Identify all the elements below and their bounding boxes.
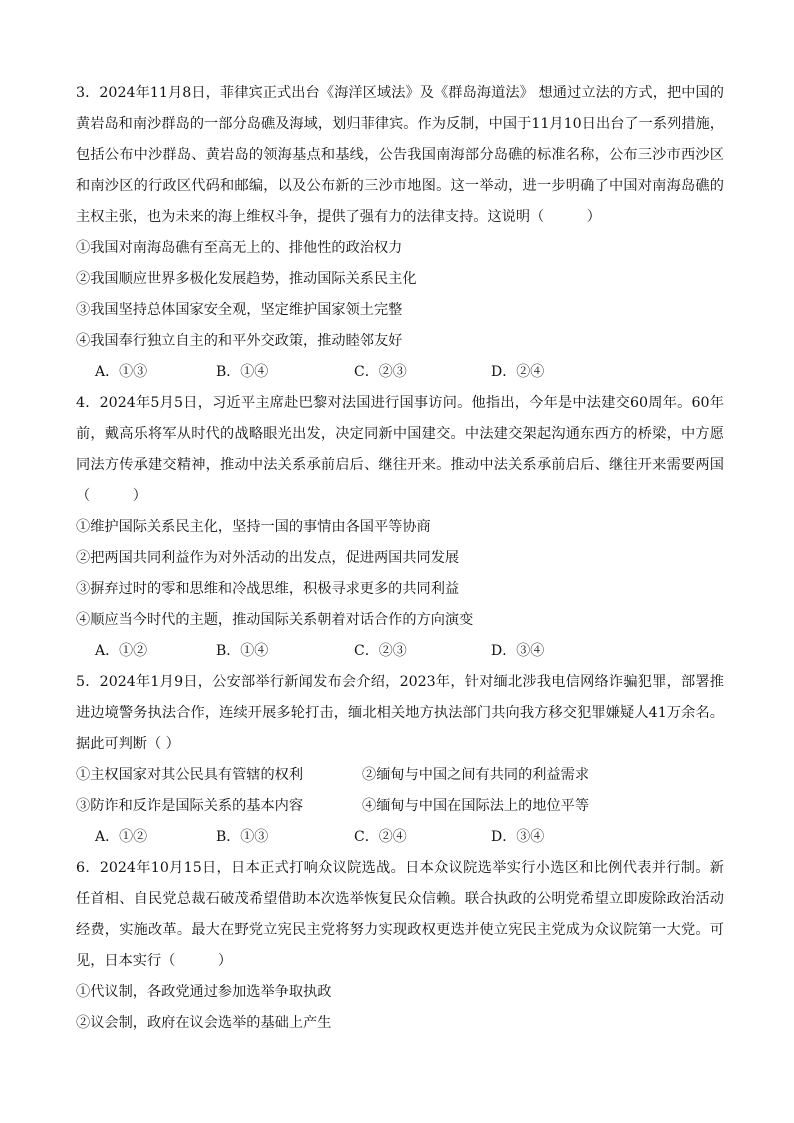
option-statement: ①主权国家对其公民具有管辖的权利 [76, 767, 304, 783]
answer-choices [76, 357, 724, 388]
option-statement: ④缅甸与中国在国际法上的地位平等 [362, 798, 590, 814]
choice-c[interactable]: C．②③ [354, 643, 407, 659]
question-stem: 4．2024年5月5日，习近平主席赴巴黎对法国进行国事访问。他指出，今年是中法建交60周年。60年前，戴高乐将军从时代的战略眼光出发，决定同新中国建交。中法建交架起沟通东西方的桥梁，中方愿同法方传承建交精神，推动中法关系承前启后、继往开来。推动中法关系承前启后、继往开来需要两国（ ） [76, 395, 724, 504]
choice-a[interactable]: A．①② [95, 829, 148, 845]
option-row [76, 760, 724, 791]
answer-choices [76, 822, 724, 853]
choice-c[interactable]: C．②③ [354, 364, 407, 380]
question-4 [76, 388, 724, 667]
option-statement: ③摒弃过时的零和思维和冷战思维，积极寻求更多的共同利益 [76, 581, 460, 597]
choice-b[interactable]: B．①④ [216, 643, 269, 659]
question-3 [76, 78, 724, 388]
answer-choices [76, 636, 724, 667]
choice-d[interactable]: D．②④ [491, 364, 545, 380]
question-stem: 3．2024年11月8日，菲律宾正式出台《海洋区域法》及《群岛海道法》 想通过立法的方式，把中国的黄岩岛和南沙群岛的一部分岛礁及海域，划归菲律宾。作为反制，中国于11月10日出台了一系列措施，包括公布中沙群岛、黄岩岛的领海基点和基线，公告我国南海部分岛礁的标准名称，公布三沙市西沙区和南沙区的行政区代码和邮编，以及公布新的三沙市地图。这一举动，进一步明确了中国对南海岛礁的主权主张，也为未来的海上维权斗争，提供了强有力的法律支持。这说明（ ） [76, 85, 724, 225]
option-statement: ①代议制，各政党通过参加选举争取执政 [76, 984, 332, 1000]
choice-c[interactable]: C．②④ [354, 829, 407, 845]
question-5 [76, 667, 724, 853]
choice-b[interactable]: B．①④ [216, 364, 269, 380]
choice-a[interactable]: A．①② [95, 643, 148, 659]
option-statement: ①我国对南海岛礁有至高无上的、排他性的政治权力 [76, 240, 403, 256]
option-statement: ③我国坚持总体国家安全观，坚定维护国家领土完整 [76, 302, 403, 318]
question-stem: 5．2024年1月9日，公安部举行新闻发布会介绍，2023年，针对缅北涉我电信网络诈骗犯罪，部署推进边境警务执法合作，连续开展多轮打击，缅北相关地方执法部门共向我方移交犯罪嫌疑人41万余名。据此可判断（ ） [76, 674, 724, 752]
option-statement: ②议会制，政府在议会选举的基础上产生 [76, 1015, 332, 1031]
choice-d[interactable]: D．③④ [491, 643, 545, 659]
choice-b[interactable]: B．①③ [216, 829, 269, 845]
option-statement: ④我国奉行独立自主的和平外交政策，推动睦邻友好 [76, 333, 403, 349]
option-statement: ④顺应当今时代的主题，推动国际关系朝着对话合作的方向演变 [76, 612, 474, 628]
choice-a[interactable]: A．①③ [95, 364, 148, 380]
option-row [76, 791, 724, 822]
option-statement: ①维护国际关系民主化，坚持一国的事情由各国平等协商 [76, 519, 431, 535]
question-6 [76, 853, 724, 1039]
option-statement: ②把两国共同利益作为对外活动的出发点，促进两国共同发展 [76, 550, 460, 566]
question-stem: 6．2024年10月15日，日本正式打响众议院选战。日本众议院选举实行小选区和比例代表并行制。新任首相、自民党总裁石破茂希望借助本次选举恢复民众信赖。联合执政的公明党希望立即废除政治活动经费，实施改革。最大在野党立宪民主党将努力实现政权更迭并使立宪民主党成为众议院第一大党。可见，日本实行（ ） [76, 860, 724, 969]
choice-d[interactable]: D．③④ [491, 829, 545, 845]
option-statement: ②我国顺应世界多极化发展趋势，推动国际关系民主化 [76, 271, 417, 287]
option-statement: ②缅甸与中国之间有共同的利益需求 [362, 767, 590, 783]
option-statement: ③防诈和反诈是国际关系的基本内容 [76, 798, 304, 814]
question-sheet [76, 78, 724, 1039]
